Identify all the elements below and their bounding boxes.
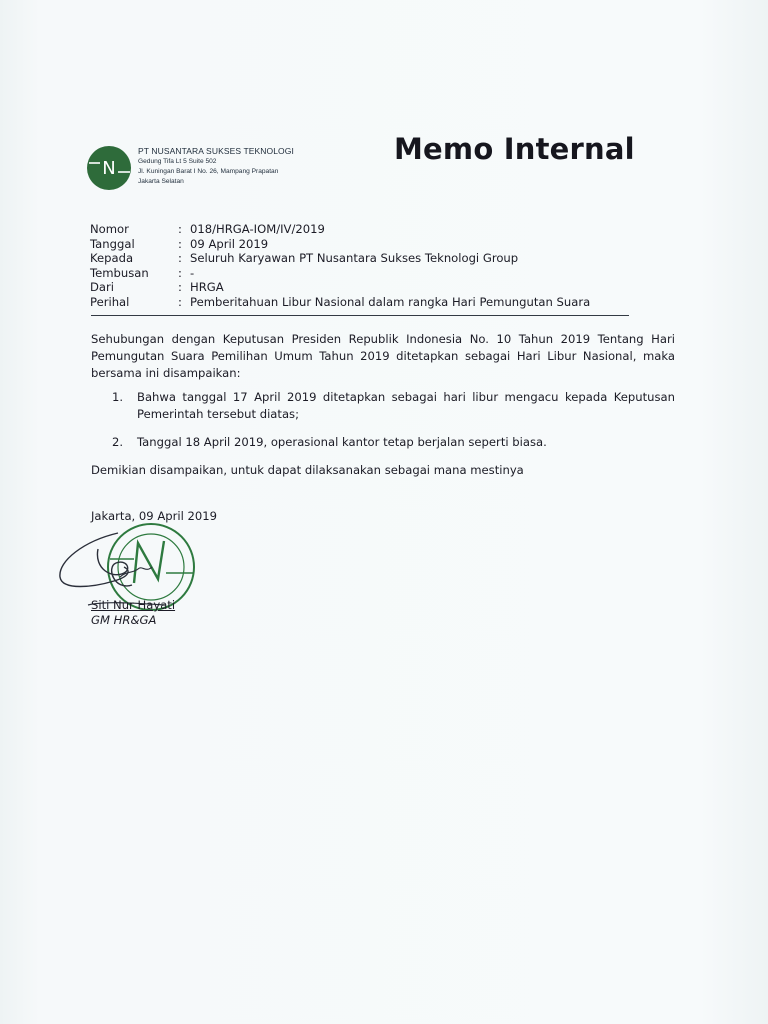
company-logo-icon [86, 145, 132, 191]
info-colon: : [178, 222, 182, 236]
info-label: Dari [90, 280, 115, 295]
place-date: Jakarta, 09 April 2019 [91, 509, 218, 523]
address-line: Jakarta Selatan [138, 178, 184, 185]
info-label: Tanggal [90, 236, 135, 251]
info-value: Seluruh Karyawan PT Nusantara Sukses Teknologi Group [190, 251, 519, 266]
info-value: 018/HRGA-IOM/IV/2019 [190, 222, 325, 236]
header-divider [91, 315, 629, 316]
company-name: PT NUSANTARA SUKSES TEKNOLOGI [138, 146, 294, 156]
address-line: Gedung Tifa Lt 5 Suite 502 [138, 158, 217, 165]
signer-title: GM HR&GA [91, 613, 157, 627]
info-label: Nomor [90, 222, 129, 236]
memo-title: Memo Internal [394, 132, 635, 166]
info-value: HRGA [190, 280, 224, 295]
closing-paragraph: Demikian disampaikan, untuk dapat dilaksanakan sebagai mana mestinya [91, 463, 524, 477]
info-colon: : [178, 251, 182, 266]
list-item-number: 2. [112, 435, 124, 449]
info-colon: : [178, 280, 182, 295]
info-label: Kepada [90, 251, 134, 266]
info-value: Pemberitahuan Libur Nasional dalam rangka Hari Pemungutan Suara [190, 294, 591, 309]
list-item-text: Tanggal 18 April 2019, operasional kantor tetap berjalan seperti biasa. [137, 435, 547, 449]
list-item-number: 1. [112, 390, 124, 404]
info-value: - [190, 265, 195, 280]
info-label: Tembusan [90, 265, 149, 280]
company-block [138, 146, 294, 187]
signer-name: Siti Nur Hayati [91, 598, 176, 612]
info-label: Perihal [90, 294, 130, 309]
address-line: Jl. Kuningan Barat I No. 26, Mampang Prapatan [138, 168, 279, 175]
intro-paragraph: Sehubungan dengan Keputusan Presiden Republik Indonesia No. 10 Tahun 2019 Tentang Hari Pemungutan Suara Pemilihan Umum Tahun 2019 ditetapkan sebagai Hari Libur Nasional, maka bersama ini disampaikan: [91, 332, 675, 380]
info-value: 09 April 2019 [190, 236, 269, 251]
list-item-text: Bahwa tanggal 17 April 2019 ditetapkan sebagai hari libur mengacu kepada Keputusan Pemerintah tersebut diatas; [137, 390, 675, 421]
info-colon: : [178, 236, 182, 251]
logo-letter: N [102, 158, 116, 179]
signer-block [91, 598, 175, 628]
info-colon: : [178, 265, 182, 280]
info-colon: : [178, 294, 182, 309]
